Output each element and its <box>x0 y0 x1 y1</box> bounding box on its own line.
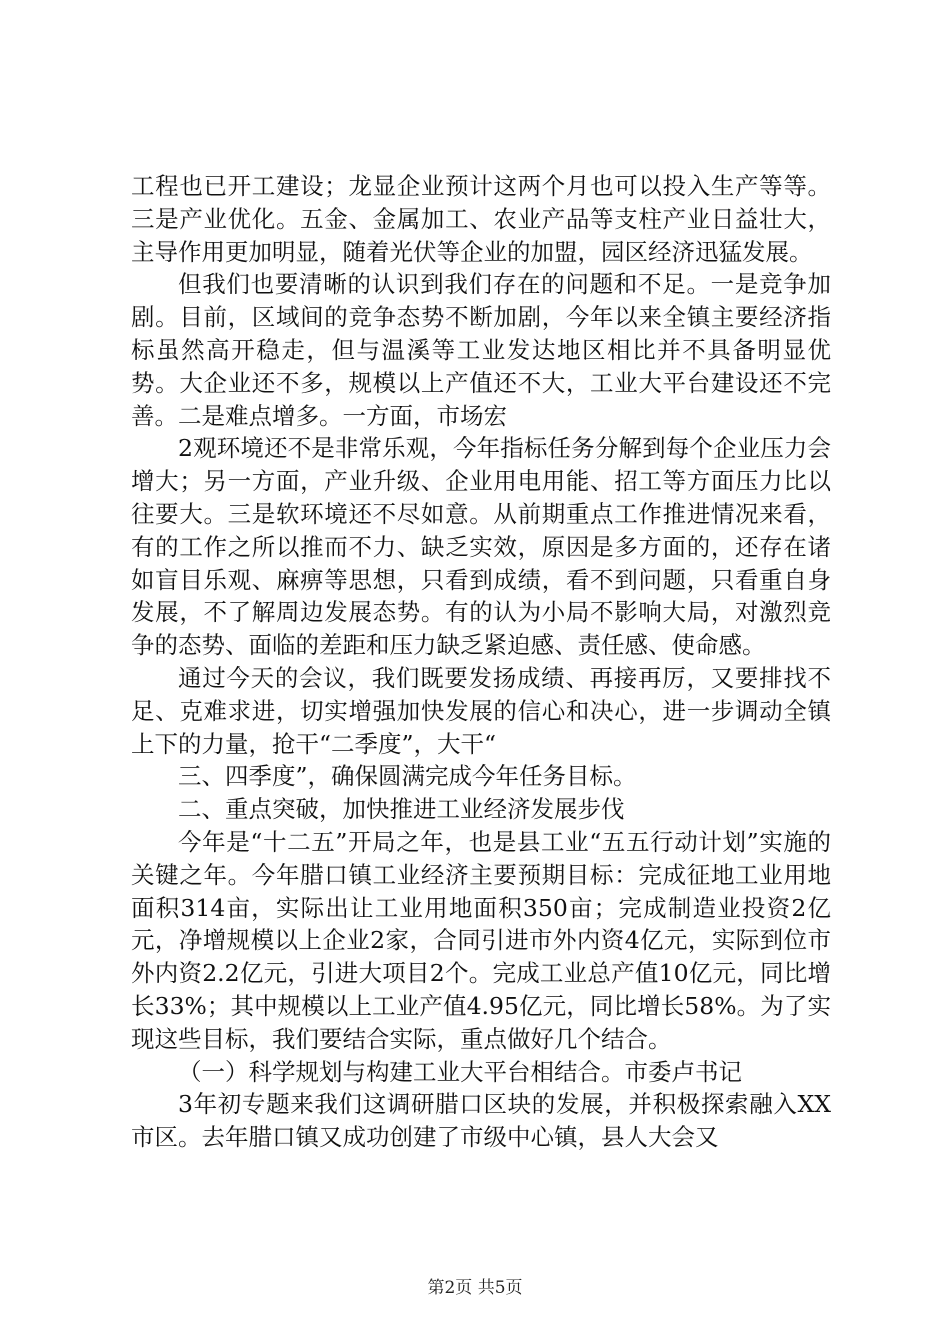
subsection-heading: （一）科学规划与构建工业大平台相结合。市委卢书记 <box>178 1057 742 1086</box>
paragraph-1: 工程也已开工建设；龙显企业预计这两个月也可以投入生产等等。三是产业优化。五金、金属加工、农业产品等支柱产业日益壮大，主导作用更加明显，随着光伏等企业的加盟，园区经济迅猛发展。 <box>131 172 831 266</box>
paragraph-3: 2观环境还不是非常乐观，今年指标任务分解到每个企业压力会增大；另一方面，产业升级、企业用电用能、招工等方面压力比以往要大。三是软环境还不尽如意。从前期重点工作推进情况来看，有的工作之所以推而不力、缺乏实效，原因是多方面的，还存在诸如盲目乐观、麻痹等思想，只看到成绩，看不到问题，只看重自身发展，不了解周边发展态势。有的认为小局不影响大局，对激烈竞争的态势、面临的差距和压力缺乏紧迫感、责任感、使命感。 <box>131 434 831 660</box>
section-heading: 二、重点突破，加快推进工业经济发展步伐 <box>178 795 625 824</box>
page-footer: 第2页 共5页 <box>427 1278 523 1298</box>
document-body <box>131 170 831 1154</box>
paragraph-7: 今年是“十二五”开局之年，也是县工业“五五行动计划”实施的关键之年。今年腊口镇工业经济主要预期目标：完成征地工业用地面积314亩，实际出让工业用地面积350亩；完成制造业投资2亿元，净增规模以上企业2家，合同引进市外内资4亿元，实际到位市外内资2.2亿元，引进大项目2个。完成工业总产值10亿元，同比增长33%；其中规模以上工业产值4.95亿元，同比增长58%。为了实现这些目标，我们要结合实际，重点做好几个结合。 <box>131 827 831 1053</box>
paragraph-4: 通过今天的会议，我们既要发扬成绩、再接再厉，又要排找不足、克难求进，切实增强加快发展的信心和决心，进一步调动全镇上下的力量，抢干“二季度”，大干“ <box>131 663 831 758</box>
paragraph-5: 三、四季度”，确保圆满完成今年任务目标。 <box>178 762 637 791</box>
paragraph-9: 3年初专题来我们这调研腊口区块的发展，并积极探索融入XX市区。去年腊口镇又成功创建了市级中心镇，县人大会又 <box>131 1090 831 1152</box>
paragraph-2: 但我们也要清晰的认识到我们存在的问题和不足。一是竞争加剧。目前，区域间的竞争态势不断加剧，今年以来全镇主要经济指标虽然高开稳走，但与温溪等工业发达地区相比并不具备明显优势。大企业还不多，规模以上产值还不大，工业大平台建设还不完善。二是难点增多。一方面，市场宏 <box>131 270 831 430</box>
